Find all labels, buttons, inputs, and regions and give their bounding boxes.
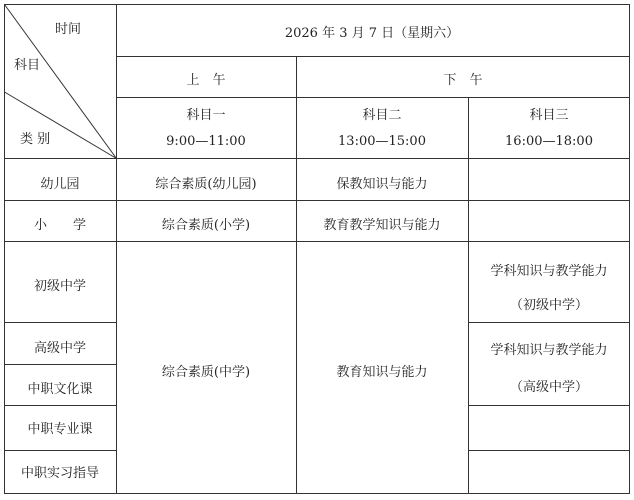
category-label: 类 别 [20, 132, 51, 147]
primary-subject-1: 综合素质(小学) [161, 218, 251, 233]
middle-school-subject-1: 综合素质(中学) [161, 365, 251, 380]
kindergarten-subject-1: 综合素质(幼儿园) [155, 177, 257, 192]
senior-subject-3-line2: （高级中学） [509, 380, 589, 395]
category-primary: 小 学 [33, 218, 87, 233]
senior-subject-3-line1: 学科知识与教学能力 [490, 343, 608, 358]
junior-subject-3-line1: 学科知识与教学能力 [490, 264, 608, 279]
middle-school-subject-2: 教育知识与能力 [336, 365, 428, 380]
exam-date: 2026 年 3 月 7 日（星期六） [284, 26, 460, 41]
category-vocational-culture: 中职文化课 [27, 382, 93, 397]
primary-subject-2: 教育教学知识与能力 [323, 218, 441, 233]
category-kindergarten: 幼儿园 [40, 177, 80, 192]
subject-3-time: 16:00—18:00 [505, 134, 593, 149]
subject-1-time: 9:00—11:00 [166, 134, 246, 149]
category-vocational-major: 中职专业课 [27, 422, 93, 437]
category-junior-middle: 初级中学 [33, 279, 87, 294]
morning-header: 上 午 [186, 73, 226, 88]
category-senior-middle: 高级中学 [33, 341, 87, 356]
afternoon-header: 下 午 [443, 73, 483, 88]
subject-2-time: 13:00—15:00 [338, 134, 426, 149]
subject-label: 科目 [14, 58, 41, 73]
kindergarten-subject-2: 保教知识与能力 [336, 177, 428, 192]
category-vocational-practice: 中职实习指导 [20, 466, 100, 481]
junior-subject-3-line2: （初级中学） [509, 298, 589, 313]
subject-2-name: 科目二 [362, 108, 402, 123]
subject-3-name: 科目三 [529, 108, 569, 123]
time-label: 时间 [55, 22, 82, 37]
subject-1-name: 科目一 [186, 108, 226, 123]
